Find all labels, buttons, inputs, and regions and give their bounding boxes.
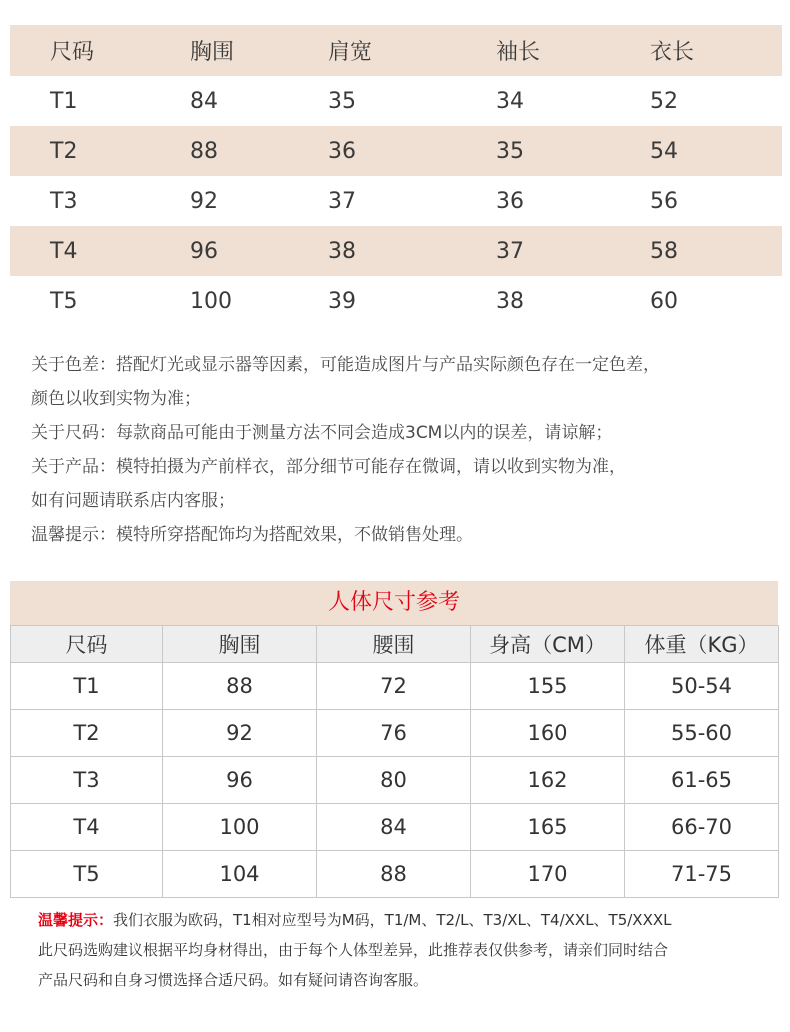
body-size-table xyxy=(10,625,779,898)
garment-header-length: 衣长 xyxy=(600,25,782,76)
cell-weight: 66-70 xyxy=(625,804,779,851)
tip-label: 温馨提示： xyxy=(38,911,114,929)
cell-height: 165 xyxy=(471,804,625,851)
cell-height: 170 xyxy=(471,851,625,898)
cell-weight: 71-75 xyxy=(625,851,779,898)
cell-weight: 55-60 xyxy=(625,710,779,757)
cell-waist: 88 xyxy=(317,851,471,898)
table-row xyxy=(11,851,779,898)
table-row xyxy=(10,176,782,226)
cell-shoulder: 37 xyxy=(328,188,356,214)
cell-waist: 80 xyxy=(317,757,471,804)
cell-size: T3 xyxy=(11,757,163,804)
cell-sleeve: 38 xyxy=(496,288,524,314)
cell-height: 160 xyxy=(471,710,625,757)
cell-length: 52 xyxy=(650,88,678,114)
cell-chest: 104 xyxy=(163,851,317,898)
cell-shoulder: 38 xyxy=(278,226,430,276)
cell-size: T1 xyxy=(50,88,78,114)
cell-chest: 96 xyxy=(130,226,278,276)
note-line: 关于产品：模特拍摄为产前样衣，部分细节可能存在微调，请以收到实物为准， xyxy=(31,457,626,477)
notes-section xyxy=(31,348,771,552)
garment-header-shoulder: 肩宽 xyxy=(278,25,430,76)
tip-line xyxy=(38,905,768,935)
note-line: 温馨提示：模特所穿搭配饰均为搭配效果，不做销售处理。 xyxy=(31,525,473,545)
tip-text: 我们衣服为欧码，T1相对应型号为M码，T1/M、T2/L、T3/XL、T4/XXL、T5/XXXL xyxy=(113,911,672,929)
cell-waist: 84 xyxy=(317,804,471,851)
cell-chest: 88 xyxy=(163,663,317,710)
tip-line: 此尺码选购建议根据平均身材得出，由于每个人体型差异，此推荐表仅供参考，请亲们同时结合 xyxy=(38,941,669,959)
garment-header-sleeve: 袖长 xyxy=(430,25,600,76)
body-table-title: 人体尺寸参考 xyxy=(10,581,778,625)
body-header-chest: 胸围 xyxy=(163,626,317,663)
cell-shoulder: 35 xyxy=(328,88,356,114)
note-line: 如有问题请联系店内客服； xyxy=(31,491,235,511)
cell-chest: 92 xyxy=(190,188,218,214)
tip-line: 产品尺码和自身习惯选择合适尺码。如有疑问请咨询客服。 xyxy=(38,971,429,989)
cell-shoulder: 39 xyxy=(328,288,356,314)
table-row xyxy=(11,710,779,757)
cell-chest: 100 xyxy=(163,804,317,851)
body-header-weight: 体重（KG） xyxy=(625,626,779,663)
note-line: 关于色差：搭配灯光或显示器等因素，可能造成图片与产品实际颜色存在一定色差， xyxy=(31,355,660,375)
cell-length: 56 xyxy=(650,188,678,214)
garment-table-header xyxy=(10,25,782,76)
table-row xyxy=(11,663,779,710)
cell-chest: 92 xyxy=(163,710,317,757)
body-header-waist: 腰围 xyxy=(317,626,471,663)
size-tip xyxy=(38,905,768,995)
cell-size: T4 xyxy=(10,226,130,276)
cell-size: T4 xyxy=(11,804,163,851)
cell-length: 58 xyxy=(600,226,782,276)
cell-chest: 96 xyxy=(163,757,317,804)
cell-size: T1 xyxy=(11,663,163,710)
cell-chest: 100 xyxy=(190,288,232,314)
table-row xyxy=(10,76,782,126)
cell-height: 162 xyxy=(471,757,625,804)
cell-weight: 61-65 xyxy=(625,757,779,804)
cell-waist: 76 xyxy=(317,710,471,757)
table-row xyxy=(10,126,782,176)
garment-size-table xyxy=(10,25,782,326)
cell-height: 155 xyxy=(471,663,625,710)
note-line: 关于尺码：每款商品可能由于测量方法不同会造成3CM以内的误差，请谅解； xyxy=(31,423,613,443)
table-row xyxy=(10,226,782,276)
body-header-size: 尺码 xyxy=(11,626,163,663)
cell-chest: 84 xyxy=(190,88,218,114)
cell-sleeve: 37 xyxy=(430,226,600,276)
note-line: 颜色以收到实物为准； xyxy=(31,389,201,409)
cell-size: T5 xyxy=(11,851,163,898)
cell-length: 54 xyxy=(600,126,782,176)
cell-size: T5 xyxy=(50,288,78,314)
cell-waist: 72 xyxy=(317,663,471,710)
cell-shoulder: 36 xyxy=(278,126,430,176)
cell-size: T3 xyxy=(50,188,78,214)
table-row xyxy=(10,276,782,326)
cell-chest: 88 xyxy=(130,126,278,176)
body-table-header xyxy=(11,626,779,663)
table-row xyxy=(11,804,779,851)
body-header-height: 身高（CM） xyxy=(471,626,625,663)
table-row xyxy=(11,757,779,804)
cell-size: T2 xyxy=(10,126,130,176)
garment-header-size: 尺码 xyxy=(10,25,130,76)
cell-weight: 50-54 xyxy=(625,663,779,710)
cell-sleeve: 36 xyxy=(496,188,524,214)
cell-size: T2 xyxy=(11,710,163,757)
garment-header-chest: 胸围 xyxy=(130,25,278,76)
cell-sleeve: 35 xyxy=(430,126,600,176)
cell-length: 60 xyxy=(650,288,678,314)
cell-sleeve: 34 xyxy=(496,88,524,114)
